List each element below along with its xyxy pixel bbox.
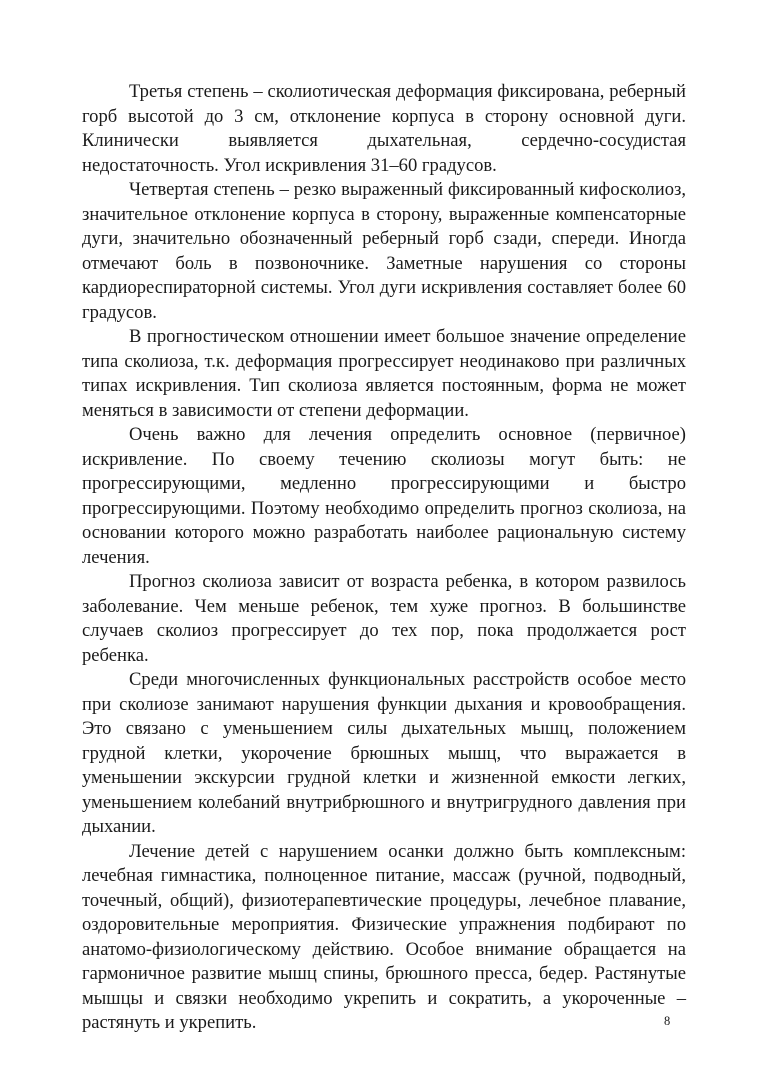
paragraph-functional-disorders: Среди многочисленных функциональных расстройств особое место при сколиозе занимают нарушения функции дыхания и кровообращения. Это связано с уменьшением силы дыхательных мышц, положением грудной клетки, укорочение брюшных мышц, что выражается в уменьшении экскурсии грудной клетки и жизненной емкости легких, уменьшением колебаний внутрибрюшного и внутригрудного давления при дыхании. — [82, 669, 686, 837]
paragraph-primary-curvature: Очень важно для лечения определить основное (первичное) искривление. По своему течению сколиозы могут быть: не прогрессирующими, медленно прогрессирующими и быстро прогрессирующими. Поэтому необходимо определить прогноз сколиоза, на основании которого можно разработать наиболее рациональную систему лечения. — [82, 424, 686, 568]
paragraph-fourth-degree: Четвертая степень – резко выраженный фиксированный кифосколиоз, значительное отклонение корпуса в сторону, выраженные компенсаторные дуги, значительно обозначенный реберный горб сзади, спереди. Иногда отмечают боль в позвоночнике. Заметные нарушения со стороны кардиореспираторной системы. Угол дуги искривления составляет более 60 градусов. — [82, 179, 686, 323]
paragraph-treatment: Лечение детей с нарушением осанки должно быть комплексным: лечебная гимнастика, полноценное питание, массаж (ручной, подводный, точечный, общий), физиотерапевтические процедуры, лечебное плавание, оздоровительные мероприятия. Физические упражнения подбирают по анатомо-физиологическому действию. Особое внимание обращается на гармоничное развитие мышц спины, брюшного пресса, бедер. Растянутые мышцы и связки необходимо укрепить и сократить, а укороченные – растянуть и укрепить. — [82, 840, 686, 1033]
paragraph-third-degree: Третья степень – сколиотическая деформация фиксирована, реберный горб высотой до 3 см, отклонение корпуса в сторону основной дуги. Клинически выявляется дыхательная, сердечно-сосудистая недостаточность. Угол искривления 31–60 градусов. — [82, 81, 686, 176]
page-number: 8 — [664, 1014, 671, 1028]
paragraph-prognosis-age: Прогноз сколиоза зависит от возраста ребенка, в котором развилось заболевание. Чем меньше ребенок, тем хуже прогноз. В большинстве случаев сколиоз прогрессирует до тех пор, пока продолжается рост ребенка. — [82, 571, 686, 666]
paragraph-prognostic-type: В прогностическом отношении имеет большое значение определение типа сколиоза, т.к. деформация прогрессирует неодинаково при различных типах искривления. Тип сколиоза является постоянным, форма не может меняться в зависимости от степени деформации. — [82, 326, 686, 421]
document-body — [82, 80, 686, 1036]
